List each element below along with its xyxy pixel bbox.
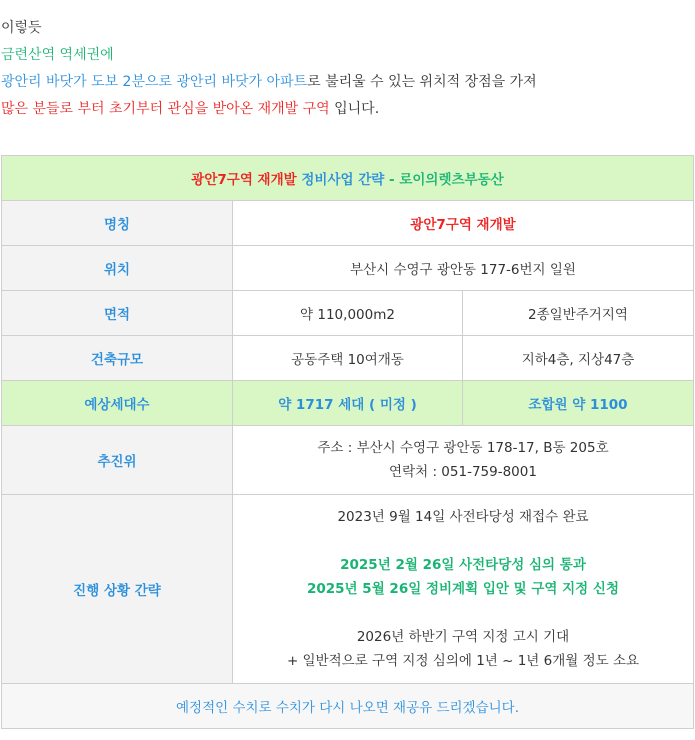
- progress-item: 2025년 2월 26일 사전타당성 심의 통과: [340, 557, 586, 573]
- table-title: 광안7구역 재개발 정비사업 간략 - 로이의렛츠부동산: [2, 156, 694, 201]
- table-row-households: [2, 381, 694, 426]
- progress-item: 2025년 5월 26일 정비계획 입안 및 구역 지정 신청: [306, 581, 619, 597]
- row-label: 진행 상황 간략: [2, 495, 233, 684]
- intro-line-4: 많은 분들로 부터 초기부터 관심을 받아온 재개발 구역 입니다.: [1, 101, 380, 117]
- table-row-committee: [2, 426, 694, 495]
- intro-line-1: 이렇듯: [1, 20, 42, 36]
- progress-item: 2023년 9월 14일 사전타당성 재접수 완료: [337, 509, 589, 525]
- intro-line-3: 광안리 바닷가 도보 2분으로 광안리 바닷가 아파트로 불리울 수 있는 위치적 장점을 가져: [1, 74, 537, 90]
- table-row-area: [2, 291, 694, 336]
- row-value: 공동주택 10여개동: [233, 336, 463, 381]
- row-label: 명칭: [2, 201, 233, 246]
- table-row-location: [2, 246, 694, 291]
- intro-line-2: 금련산역 역세권에: [1, 47, 114, 63]
- row-value: [233, 495, 694, 684]
- row-value: 조합원 약 1100: [463, 381, 694, 426]
- row-value: 광안7구역 재개발: [233, 201, 694, 246]
- table-row-scale: [2, 336, 694, 381]
- row-value: 지하4층, 지상47층: [463, 336, 694, 381]
- table-footnote: 예정적인 수치로 수치가 다시 나오면 재공유 드리겠습니다.: [2, 684, 694, 729]
- row-value: 부산시 수영구 광안동 177-6번지 일원: [233, 246, 694, 291]
- row-label: 위치: [2, 246, 233, 291]
- row-value: [233, 426, 694, 495]
- table-row-name: [2, 201, 694, 246]
- table-header-row: [2, 156, 694, 201]
- row-label: 건축규모: [2, 336, 233, 381]
- committee-address: 주소 : 부산시 수영구 광안동 178-17, B동 205호: [317, 440, 609, 456]
- progress-item: 2026년 하반기 구역 지정 고시 기대: [356, 629, 570, 645]
- row-label: 예상세대수: [2, 381, 233, 426]
- row-value: 약 110,000m2: [233, 291, 463, 336]
- row-value: 2종일반주거지역: [463, 291, 694, 336]
- table-footer-row: [2, 684, 694, 729]
- committee-contact: 연락처 : 051-759-8001: [389, 464, 537, 480]
- row-value: 약 1717 세대 ( 미정 ): [233, 381, 463, 426]
- table-row-progress: [2, 495, 694, 684]
- row-label: 면적: [2, 291, 233, 336]
- progress-item: + 일반적으로 구역 지정 심의에 1년 ~ 1년 6개월 정도 소요: [286, 653, 640, 669]
- intro-text: [0, 0, 695, 123]
- row-label: 추진위: [2, 426, 233, 495]
- project-info-table: [1, 155, 694, 729]
